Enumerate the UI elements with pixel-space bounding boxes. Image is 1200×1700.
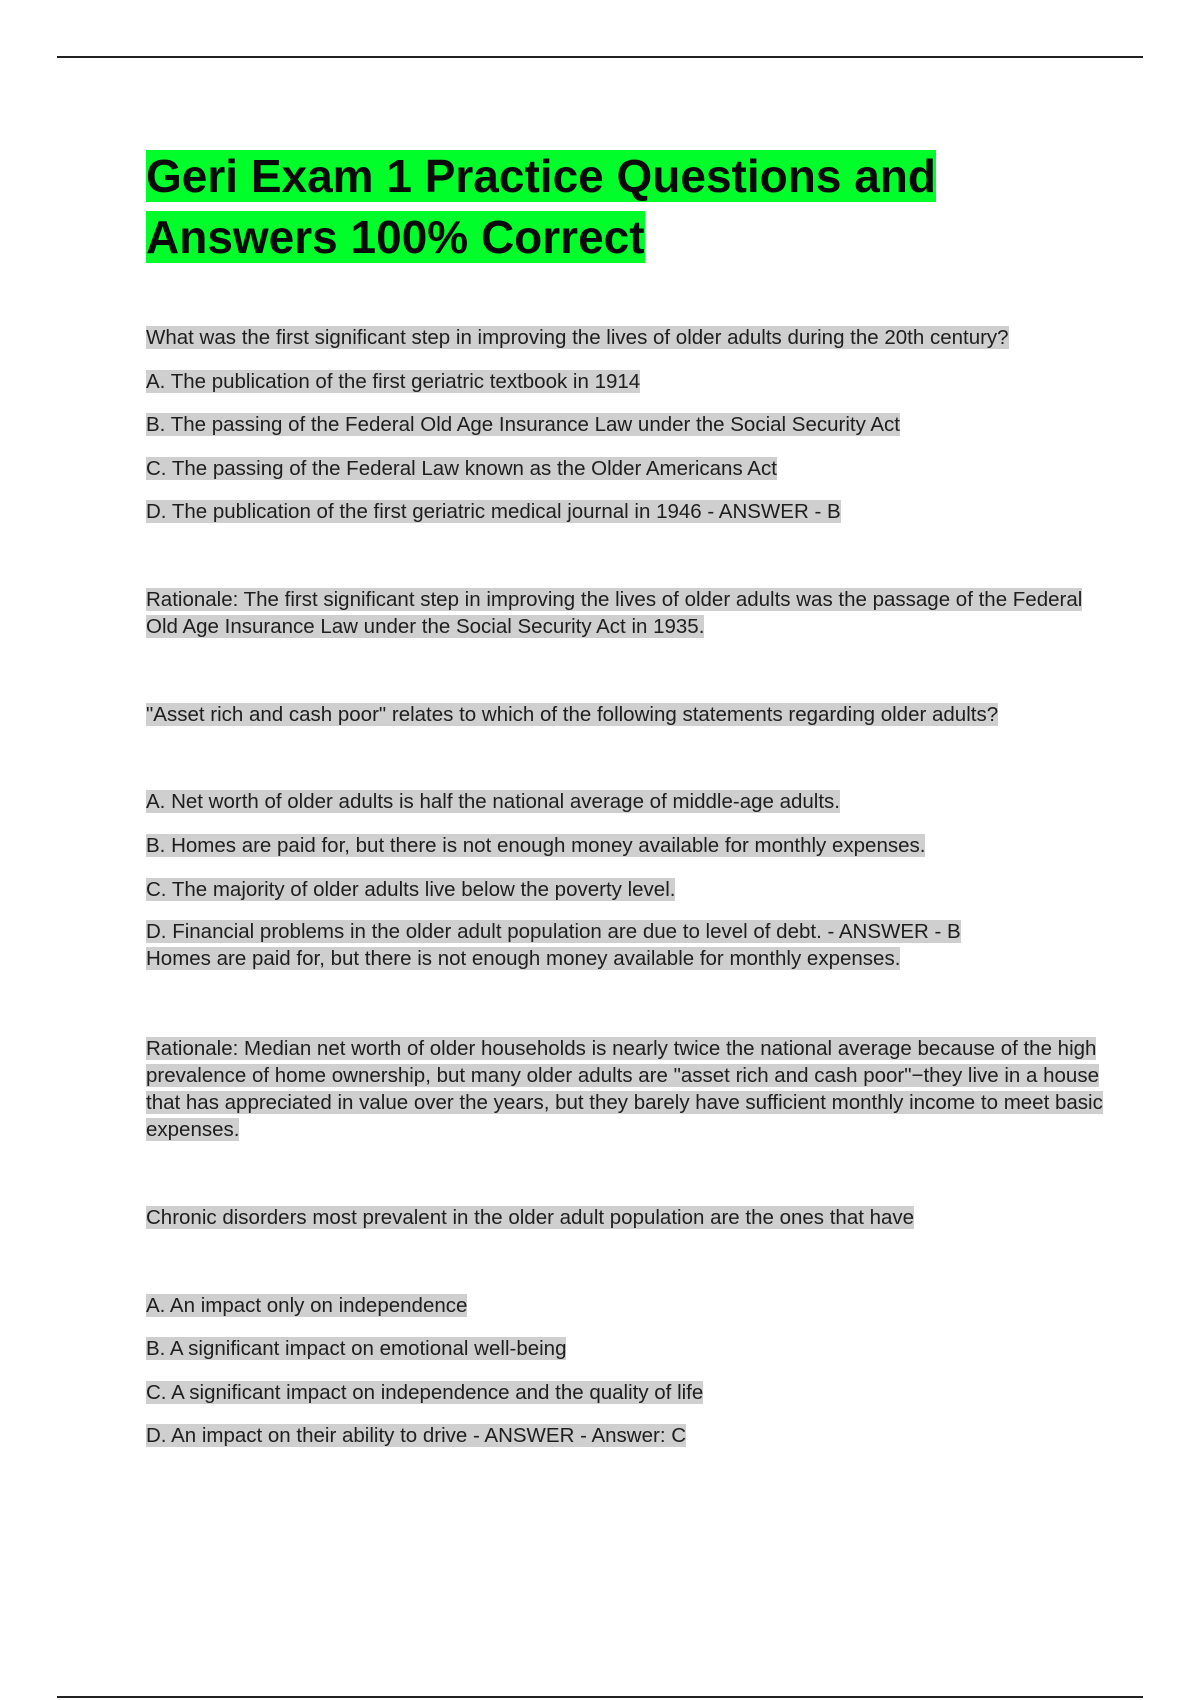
question-1-option-d: D. The publication of the first geriatric medical journal in 1946 - ANSWER - B xyxy=(146,500,841,523)
document-body xyxy=(146,146,1103,1447)
question-2-option-c: C. The majority of older adults live below the poverty level. xyxy=(146,878,676,901)
question-2-option-d: D. Financial problems in the older adult population are due to level of debt. - ANSWER - B Homes are paid for, but there is not enough money available for monthly expenses. xyxy=(146,920,961,970)
question-3-option-c: C. A significant impact on independence and the quality of life xyxy=(146,1381,704,1404)
document-title xyxy=(146,146,1096,268)
question-2-option-a: A. Net worth of older adults is half the national average of middle-age adults. xyxy=(146,790,840,813)
question-3-option-b: B. A significant impact on emotional well-being xyxy=(146,1337,567,1360)
question-2-option-b: B. Homes are paid for, but there is not enough money available for monthly expenses. xyxy=(146,834,926,857)
question-2-rationale: Rationale: Median net worth of older households is nearly twice the national average because of the high prevalence of home ownership, but many older adults are "asset rich and cash poor"−they live in a house that has appreciated in value over the years, but they barely have sufficient monthly income to meet basic expenses. xyxy=(146,1037,1103,1141)
question-3-option-a: A. An impact only on independence xyxy=(146,1294,468,1317)
question-1-option-c: C. The passing of the Federal Law known as the Older Americans Act xyxy=(146,457,777,480)
title-line-2: Answers 100% Correct xyxy=(146,211,645,263)
top-rule xyxy=(57,56,1143,58)
question-1-option-b: B. The passing of the Federal Old Age Insurance Law under the Social Security Act xyxy=(146,413,901,436)
question-1-rationale: Rationale: The first significant step in improving the lives of older adults was the passage of the Federal Old Age Insurance Law under the Social Security Act in 1935. xyxy=(146,588,1083,638)
question-3-option-d: D. An impact on their ability to drive - ANSWER - Answer: C xyxy=(146,1424,687,1447)
question-1-stem: What was the first significant step in improving the lives of older adults during the 20th century? xyxy=(146,326,1009,349)
question-1-option-a: A. The publication of the first geriatric textbook in 1914 xyxy=(146,370,641,393)
question-3-stem: Chronic disorders most prevalent in the older adult population are the ones that have xyxy=(146,1206,915,1229)
bottom-rule xyxy=(57,1696,1143,1698)
question-2-stem: "Asset rich and cash poor" relates to which of the following statements regarding older adults? xyxy=(146,703,999,726)
title-line-1: Geri Exam 1 Practice Questions and xyxy=(146,150,936,202)
